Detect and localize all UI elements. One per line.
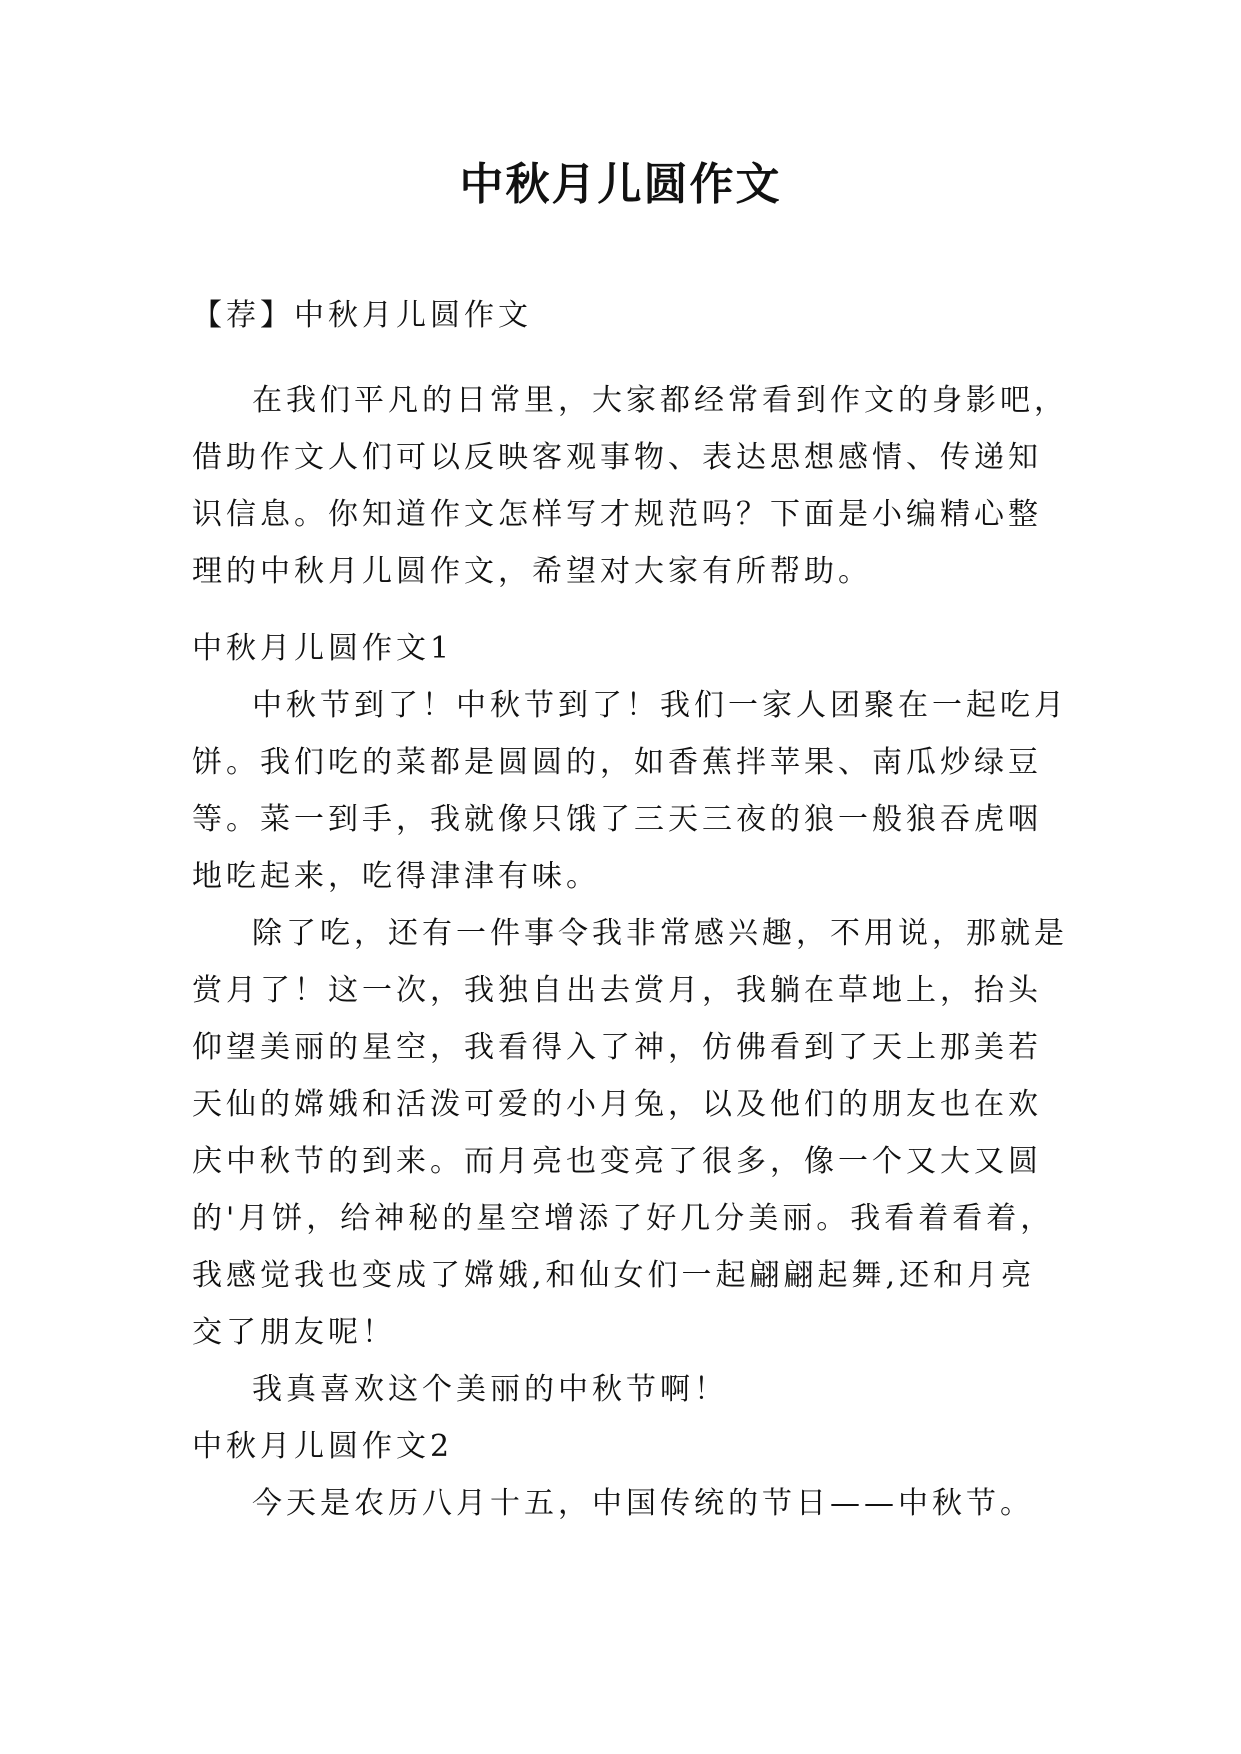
essay-heading-1: 中秋月儿圆作文1 xyxy=(192,631,454,666)
recommend-line: 【荐】中秋月儿圆作文 xyxy=(192,298,532,333)
essay-1-paragraph-2: 除了吃，还有一件事令我非常感兴趣，不用说，那就是赏月了！这一次，我独自出去赏月，我躺在草地上，抬头仰望美丽的星空，我看得入了神，仿佛看到了天上那美若天仙的嫦娥和活泼可爱的小月兔，以及他们的朋友也在欢庆中秋节的到来。而月亮也变亮了很多，像一个又大又圆的'月饼，给神秘的星空增添了好几分美丽。我看着看着，我感觉我也变成了嫦娥,和仙女们一起翩翩起舞,还和月亮交了朋友呢！ xyxy=(192,916,1068,1350)
essay-1-paragraph-3: 我真喜欢这个美丽的中秋节啊！ xyxy=(252,1372,728,1407)
document-body xyxy=(192,287,1068,1532)
essay-heading-2: 中秋月儿圆作文2 xyxy=(192,1429,454,1464)
intro-paragraph: 在我们平凡的日常里，大家都经常看到作文的身影吧，借助作文人们可以反映客观事物、表达思想感情、传递知识信息。你知道作文怎样写才规范吗？下面是小编精心整理的中秋月儿圆作文，希望对大家有所帮助。 xyxy=(192,383,1068,589)
essay-1-paragraph-1: 中秋节到了！中秋节到了！我们一家人团聚在一起吃月饼。我们吃的菜都是圆圆的，如香蕉拌苹果、南瓜炒绿豆等。菜一到手，我就像只饿了三天三夜的狼一般狼吞虎咽地吃起来，吃得津津有味。 xyxy=(192,688,1068,894)
essay-2-paragraph-1: 今天是农历八月十五，中国传统的节日——中秋节。 xyxy=(252,1486,1034,1521)
document-title: 中秋月儿圆作文 xyxy=(459,159,782,210)
